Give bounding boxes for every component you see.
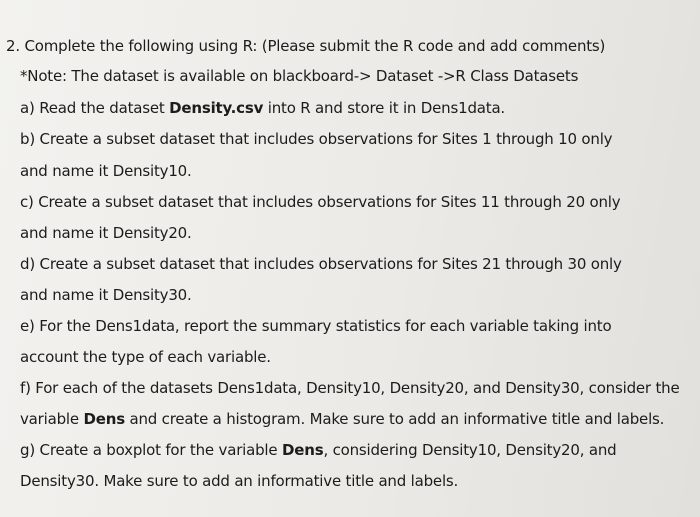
- item-a: [20, 98, 505, 118]
- item-c-line1: c) Create a subset dataset that includes observations for Sites 11 through 20 only: [20, 193, 621, 211]
- item-d-line2: and name it Density30.: [20, 286, 192, 304]
- item-a-text: a) Read the dataset: [20, 99, 170, 117]
- item-g-text: g) Create a boxplot for the variable: [20, 441, 282, 459]
- question-header: 2. Complete the following using R: (Please submit the R code and add comments): [6, 37, 606, 55]
- dataset-filename: Density.csv: [169, 99, 264, 117]
- item-f-text: variable: [20, 410, 84, 428]
- dataset-note: *Note: The dataset is available on blackboard-> Dataset ->R Class Datasets: [20, 67, 579, 85]
- item-a-text-end: into R and store it in Dens1data.: [263, 99, 506, 117]
- item-e-line2: account the type of each variable.: [20, 348, 271, 366]
- item-g-text-end: , considering Density10, Density20, and: [323, 441, 617, 459]
- item-g-line1: [20, 440, 617, 460]
- item-f-line1: f) For each of the datasets Dens1data, Density10, Density20, and Density30, consider the: [20, 379, 680, 397]
- item-c-line2: and name it Density20.: [20, 224, 192, 242]
- item-e-line1: e) For the Dens1data, report the summary statistics for each variable taking into: [20, 317, 612, 335]
- variable-dens: Dens: [282, 441, 324, 459]
- item-f-text-end: and create a histogram. Make sure to add an informative title and labels.: [124, 410, 665, 428]
- item-f-line2: [20, 409, 664, 429]
- variable-dens: Dens: [83, 410, 125, 428]
- item-g-line2: Density30. Make sure to add an informative title and labels.: [20, 472, 459, 490]
- item-d-line1: d) Create a subset dataset that includes observations for Sites 21 through 30 only: [20, 255, 622, 273]
- item-b-line2: and name it Density10.: [20, 162, 192, 180]
- item-b-line1: b) Create a subset dataset that includes observations for Sites 1 through 10 only: [20, 130, 613, 148]
